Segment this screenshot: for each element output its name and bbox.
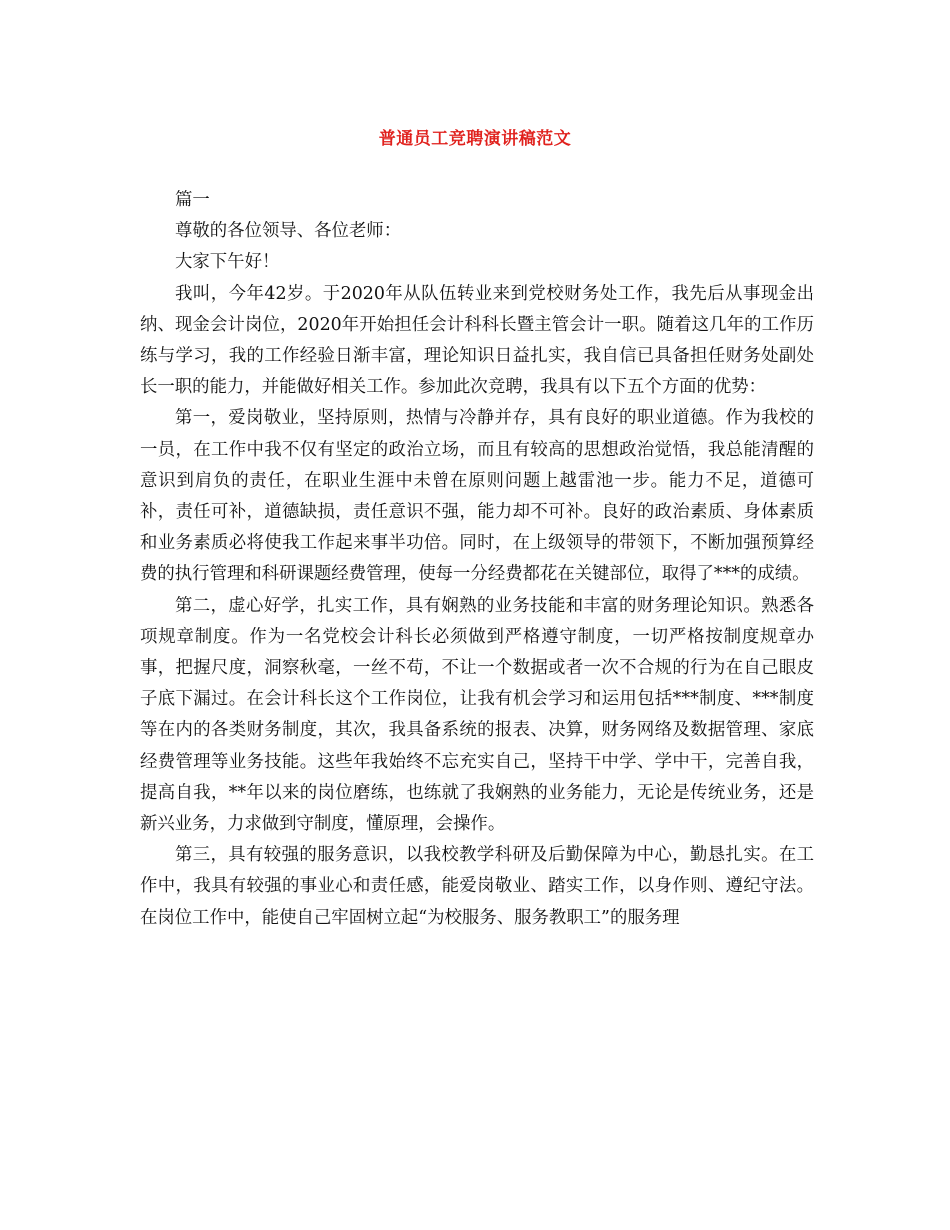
paragraph-second-advantage: 第二，虚心好学，扎实工作，具有娴熟的业务技能和丰富的财务理论知识。熟悉各项规章制度。作为一名党校会计科长必须做到严格遵守制度，一切严格按制度规章办事，把握尺度，洞察秋毫，一丝不苟，不让一个数据或者一次不合规的行为在自己眼皮子底下漏过。在会计科长这个工作岗位，让我有机会学习和运用包括***制度、***制度等在内的各类财务制度，其次，我具备系统的报表、决算，财务网络及数据管理、家底经费管理等业务技能。这些年我始终不忘充实自己，坚持干中学、学中干，完善自我，提高自我，**年以来的岗位磨练，也练就了我娴熟的业务能力，无论是传统业务，还是新兴业务，力求做到守制度，懂原理，会操作。 (140, 595, 814, 835)
paragraph-first-advantage: 第一，爱岗敬业，坚持原则，热情与冷静并存，具有良好的职业道德。作为我校的一员，在工作中我不仅有坚定的政治立场，而且有较高的思想政治觉悟，我总能清醒的意识到肩负的责任，在职业生涯中未曾在原则问题上越雷池一步。能力不足，道德可补，责任可补，道德缺损，责任意识不强，能力却不可补。良好的政治素质、身体素质和业务素质必将使我工作起来事半功倍。同时，在上级领导的带领下，不断加强预算经费的执行管理和科研课题经费管理，使每一分经费都花在关键部位，取得了***的成绩。 (140, 408, 814, 585)
document-body (140, 185, 814, 934)
paragraph-third-advantage: 第三，具有较强的服务意识，以我校教学科研及后勤保障为中心，勤恳扎实。在工作中，我具有较强的事业心和责任感，能爱岗敬业、踏实工作，以身作则、遵纪守法。在岗位工作中，能使自己牢固树立起“为校服务、服务教职工”的服务理 (140, 845, 814, 928)
salutation: 尊敬的各位领导、各位老师： (175, 221, 402, 242)
section-heading: 篇一 (175, 190, 210, 210)
paragraph-intro: 我叫，今年42岁。于2020年从队伍转业来到党校财务处工作，我先后从事现金出纳、现金会计岗位，2020年开始担任会计科科长暨主管会计一职。随着这几年的工作历练与学习，我的工作经验日渐丰富，理论知识日益扎实，我自信已具备担任财务处副处长一职的能力，并能做好相关工作。参加此次竞聘，我具有以下五个方面的优势： (140, 283, 814, 398)
greeting: 大家下午好！ (175, 252, 280, 273)
document-title: 普通员工竞聘演讲稿范文 (378, 129, 572, 149)
